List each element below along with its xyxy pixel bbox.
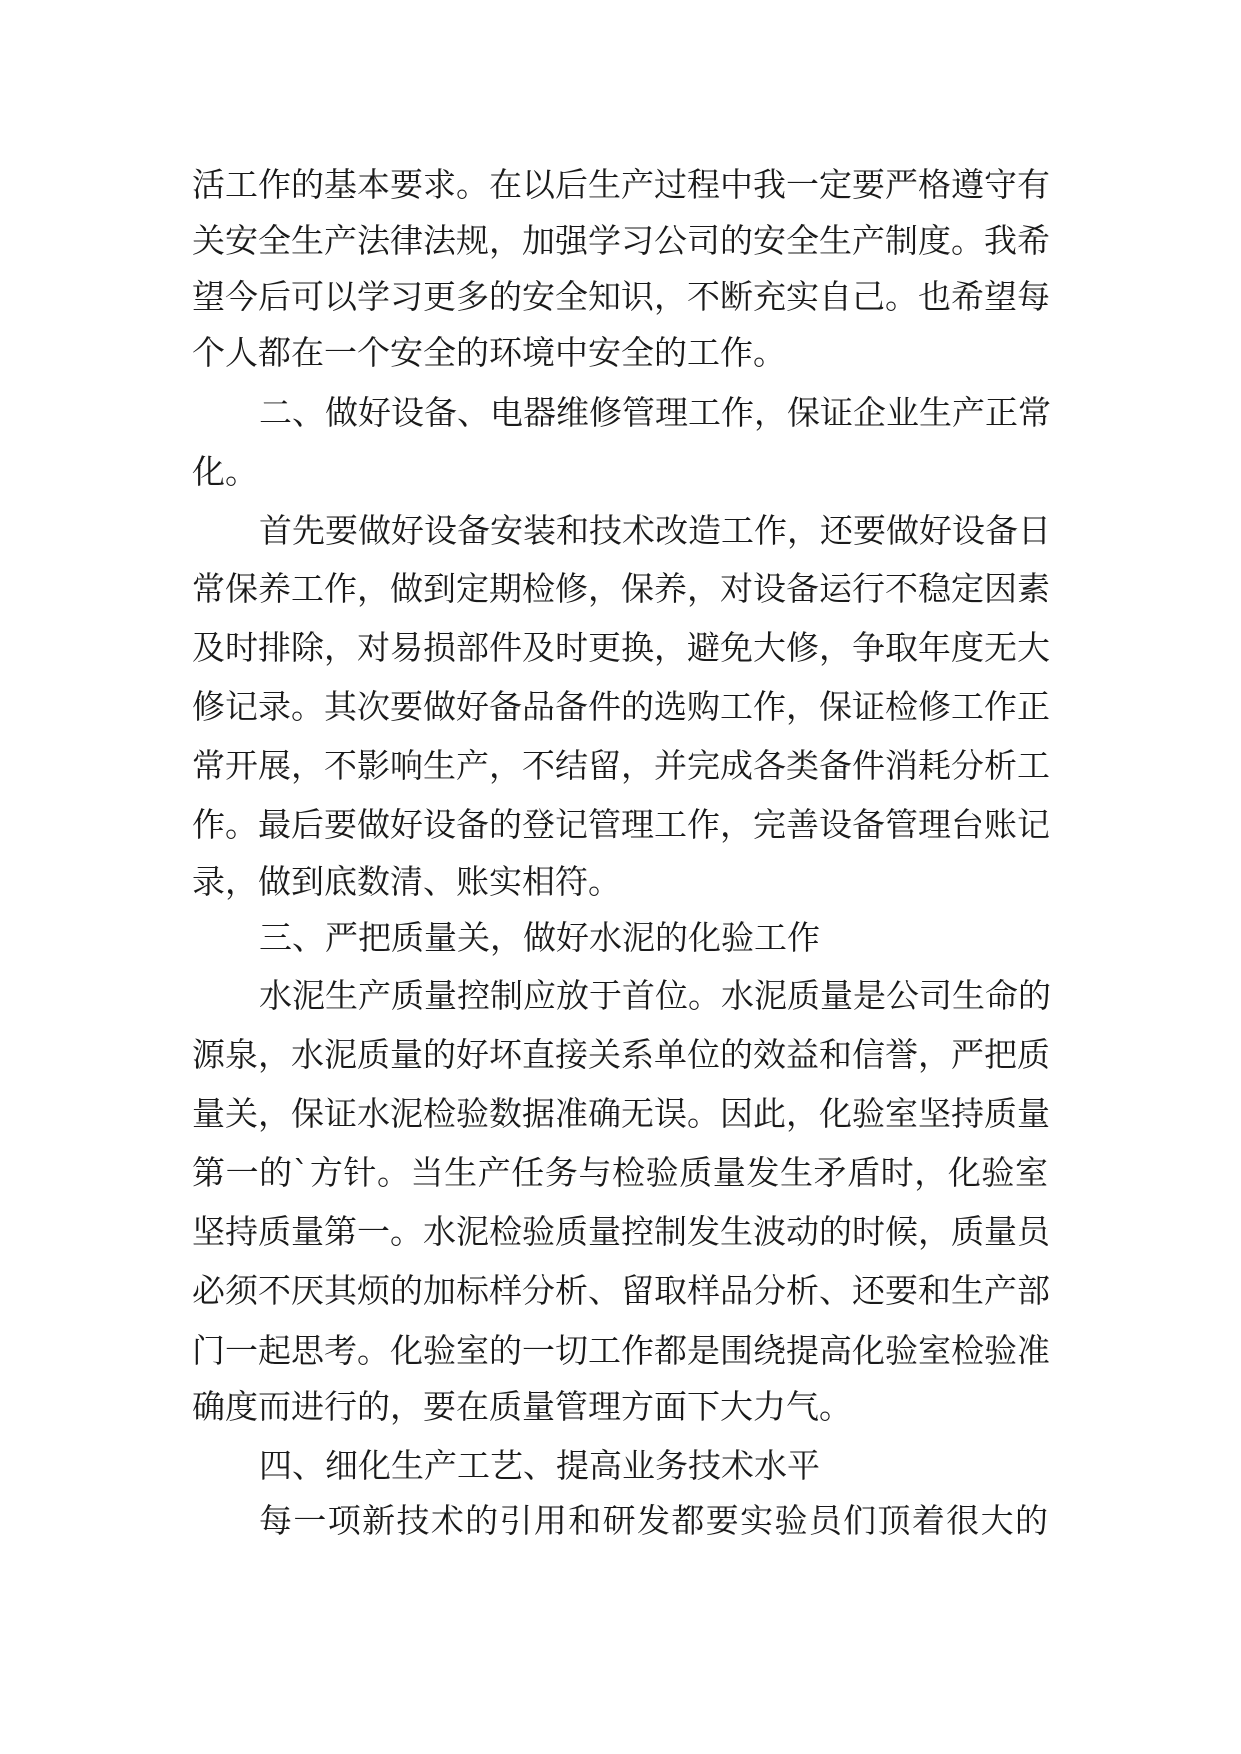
- text-line: 源泉，水泥质量的好坏直接关系单位的效益和信誉，严把质: [192, 1035, 1050, 1074]
- text-line: 量关，保证水泥检验数据准确无误。因此，化验室坚持质量: [192, 1094, 1050, 1133]
- text-line: 确度而进行的，要在质量管理方面下大力气。: [192, 1387, 852, 1426]
- text-line: 望今后可以学习更多的安全知识，不断充实自己。也希望每: [192, 277, 1050, 316]
- section-heading: 二、做好设备、电器维修管理工作，保证企业生产正常: [259, 393, 1051, 432]
- text-line: 个人都在一个安全的环境中安全的工作。: [192, 333, 786, 372]
- section-heading: 四、细化生产工艺、提高业务技术水平: [259, 1446, 820, 1485]
- text-line: 录，做到底数清、账实相符。: [192, 862, 621, 901]
- text-line: 水泥生产质量控制应放于首位。水泥质量是公司生命的: [259, 976, 1051, 1015]
- section-heading-continued: 化。: [192, 452, 258, 491]
- text-line: 首先要做好设备安装和技术改造工作，还要做好设备日: [259, 511, 1051, 550]
- text-line: 常保养工作，做到定期检修，保养，对设备运行不稳定因素: [192, 569, 1050, 608]
- text-line: 门一起思考。化验室的一切工作都是围绕提高化验室检验准: [192, 1331, 1050, 1370]
- text-line: 活工作的基本要求。在以后生产过程中我一定要严格遵守有: [192, 165, 1050, 204]
- text-line: 及时排除，对易损部件及时更换，避免大修，争取年度无大: [192, 628, 1050, 667]
- text-line: 修记录。其次要做好备品备件的选购工作，保证检修工作正: [192, 687, 1050, 726]
- section-heading: 三、严把质量关，做好水泥的化验工作: [259, 918, 820, 957]
- text-line: 每一项新技术的引用和研发都要实验员们顶着很大的: [259, 1501, 1048, 1540]
- text-line: 必须不厌其烦的加标样分析、留取样品分析、还要和生产部: [192, 1271, 1050, 1310]
- text-line: 常开展，不影响生产，不结留，并完成各类备件消耗分析工: [192, 746, 1050, 785]
- text-line: 作。最后要做好设备的登记管理工作，完善设备管理台账记: [192, 805, 1050, 844]
- text-line: 第一的`方针。当生产任务与检验质量发生矛盾时，化验室: [192, 1153, 1048, 1192]
- text-line: 关安全生产法律法规，加强学习公司的安全生产制度。我希: [192, 221, 1050, 260]
- text-line: 坚持质量第一。水泥检验质量控制发生波动的时候，质量员: [192, 1212, 1050, 1251]
